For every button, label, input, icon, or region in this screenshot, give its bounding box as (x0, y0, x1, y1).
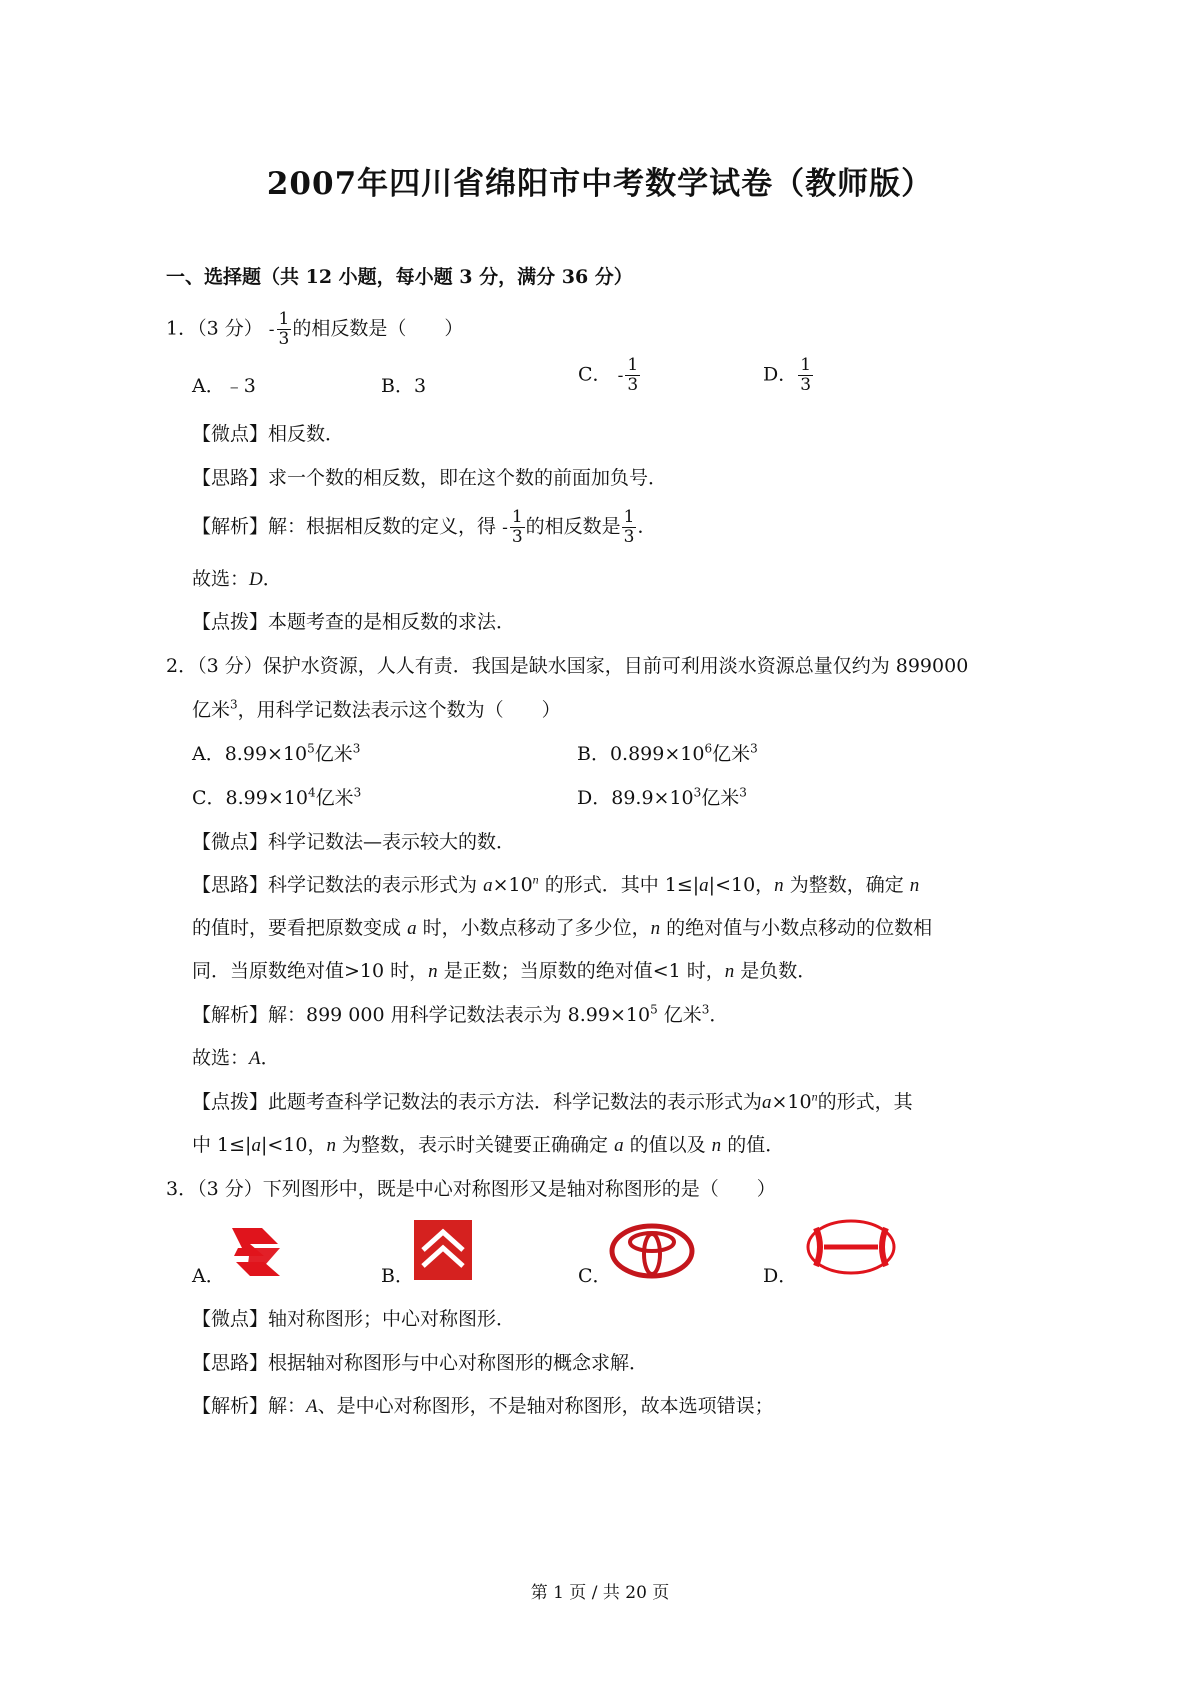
q2-answer-end: ． (260, 1047, 280, 1069)
q1-silu: 【思路】求一个数的相反数，即在这个数的前面加负号． (192, 467, 668, 489)
q2-silu-line-2 (192, 914, 932, 943)
q1-option-b: B．3 (381, 375, 427, 397)
q2-silu2-c: 的绝对值与小数点移动的位数相 (666, 917, 933, 939)
q1-answer (192, 565, 282, 594)
q2-option-a-exp: 5 (307, 741, 315, 756)
q1-option-a: A．﹣3 (192, 375, 256, 397)
q3-jiexi-a: 【解析】解： (192, 1395, 307, 1417)
q2-silu3-b: 是正数；当原数的绝对值<1 时， (443, 960, 725, 982)
q2-silu3-c: 是负数． (740, 960, 817, 982)
q2-silu3-var-n2: n (724, 961, 735, 982)
q1-option-d (763, 356, 814, 395)
q1-answer-prefix: 故选： (192, 568, 250, 590)
q2-line2-sup: 3 (230, 697, 238, 712)
q2-silu1-b: ×10 (492, 874, 533, 896)
q2-answer-letter: A (249, 1048, 261, 1069)
q1-jiexi-neg: - (502, 517, 508, 538)
q2-silu1-var-a: a (483, 875, 493, 896)
q2-silu-line-1 (192, 871, 919, 900)
q2-option-b-unit: 亿米 (712, 743, 751, 765)
q2-silu3-a: 同．当原数绝对值>10 时， (192, 960, 429, 982)
q2-option-c (192, 784, 361, 812)
q2-jiexi-exp: 5 (650, 1002, 658, 1017)
q2-dianbo1-c: 的形式，其 (817, 1091, 913, 1113)
q2-dianbo-line-1 (192, 1088, 913, 1117)
section-heading: 一、选择题（共 12 小题，每小题 3 分，满分 36 分） (166, 266, 633, 288)
q2-dianbo2-var-a2: a (614, 1135, 624, 1156)
q2-silu2-var-n: n (650, 918, 661, 939)
q2-jiexi-unit: 亿米 (663, 1004, 702, 1026)
toyota-logo-icon (608, 1222, 696, 1280)
q1-option-d-fraction (798, 356, 813, 395)
q3-jiexi-var: A (306, 1396, 318, 1417)
q3-option-d-label: D． (763, 1265, 798, 1287)
q2-silu1-var-a2: a (699, 875, 709, 896)
q2-answer-prefix: 故选： (192, 1047, 250, 1069)
q2-dianbo1-exp: n (811, 1089, 818, 1104)
page-footer: 第 1 页 / 共 20 页 (530, 1583, 670, 1603)
q1-jiexi-den2: 3 (623, 527, 635, 547)
q1-option-c-num: 1 (627, 355, 639, 375)
q2-option-c-exp: 4 (307, 785, 316, 800)
q2-option-a-unit-exp: 3 (352, 741, 361, 756)
q1-frac-num: 1 (278, 309, 290, 329)
q2-silu1-exp: n (532, 872, 539, 887)
q2-dianbo2-b: |<10， (260, 1134, 327, 1156)
q2-dianbo2-d: 的值以及 (629, 1134, 706, 1156)
q1-jiexi-num1: 1 (511, 507, 523, 527)
q2-option-d-exp: 3 (693, 785, 702, 800)
q1-option-c-neg: - (617, 365, 624, 386)
q2-jiexi-unit-exp: 3 (701, 1002, 710, 1017)
q2-answer (192, 1044, 280, 1073)
q3-stem: 3．（3 分）下列图形中，既是中心对称图形又是轴对称图形的是（ ） (166, 1178, 776, 1200)
q2-silu3-var-n: n (428, 961, 438, 982)
q1-option-d-den: 3 (800, 375, 812, 395)
suzuki-logo-icon (226, 1222, 288, 1282)
q2-dianbo2-var-n2: n (711, 1135, 722, 1156)
q1-jiexi-num2: 1 (623, 507, 635, 527)
q1-answer-letter: D (249, 569, 263, 590)
q3-silu: 【思路】根据轴对称图形与中心对称图形的概念求解． (192, 1352, 649, 1374)
q3-jiexi (192, 1392, 774, 1421)
q1-weidian: 【微点】相反数． (192, 423, 345, 445)
q2-silu-line-3 (192, 957, 816, 986)
q2-silu1-c: 的形式．其中 1≤| (544, 874, 700, 896)
q2-weidian: 【微点】科学记数法—表示较大的数． (192, 831, 516, 853)
q2-silu1-e: 为整数，确定 (789, 874, 904, 896)
q1-jiexi (192, 508, 657, 547)
q1-jiexi-fraction-2 (622, 508, 637, 547)
q2-line2-unit: 亿米 (192, 699, 231, 721)
q2-option-d-unit-exp: 3 (739, 785, 747, 800)
q2-option-b-unit-exp: 3 (750, 741, 758, 756)
q2-dianbo2-var-a: a (251, 1135, 261, 1156)
q2-option-c-text: C．8.99×10 (192, 787, 308, 809)
q3-weidian: 【微点】轴对称图形；中心对称图形． (192, 1308, 516, 1330)
q2-silu1-var-n2: n (909, 875, 920, 896)
q2-line-1: 2．（3 分）保护水资源，人人有责．我国是缺水国家，目前可利用淡水资源总量仅约为 899000 (166, 655, 969, 677)
q2-jiexi-end: ． (709, 1004, 729, 1026)
q2-dianbo2-a: 中 1≤| (192, 1134, 252, 1156)
q2-dianbo2-c: 为整数，表示时关键要正确确定 (342, 1134, 609, 1156)
q2-silu2-a: 的值时，要看把原数变成 (192, 917, 402, 939)
q1-jiexi-fraction-1 (510, 508, 525, 547)
q3-option-a-label: A． (192, 1265, 225, 1287)
q2-option-d-text: D．89.9×10 (577, 787, 694, 809)
q2-option-b-exp: 6 (704, 741, 713, 756)
q2-option-d (577, 784, 747, 812)
q2-option-b (577, 740, 758, 768)
q1-option-c (578, 356, 641, 395)
q1-option-c-fraction (625, 356, 640, 395)
q2-dianbo1-var-a: a (762, 1092, 772, 1113)
q3-option-b-label: B． (381, 1265, 414, 1287)
q1-stem (166, 310, 463, 349)
q1-neg-sign: - (268, 319, 275, 340)
q2-dianbo1-a: 【点拨】此题考查科学记数法的表示方法．科学记数法的表示形式为 (192, 1091, 763, 1113)
q1-jiexi-den1: 3 (511, 527, 523, 547)
q1-stem-suffix: 的相反数是（ ） (292, 317, 464, 340)
q2-silu1-var-n: n (774, 875, 784, 896)
q2-option-a-text: A．8.99×10 (192, 743, 308, 765)
q3-jiexi-b: 、是中心对称图形，不是轴对称图形，故本选项错误； (317, 1395, 774, 1417)
q2-dianbo2-var-n: n (326, 1135, 336, 1156)
q2-option-c-unit-exp: 3 (353, 785, 362, 800)
q1-fraction (277, 310, 292, 349)
q2-line-2 (192, 696, 561, 724)
q1-jiexi-mid: 的相反数是 (525, 515, 621, 538)
q2-option-b-text: B．0.899×10 (577, 743, 705, 765)
q2-line2-rest: ，用科学记数法表示这个数为（ ） (237, 699, 561, 721)
q2-dianbo1-b: ×10 (771, 1091, 812, 1113)
q2-jiexi-a: 【解析】解：899 000 用科学记数法表示为 8.99×10 (192, 1004, 651, 1026)
q2-jiexi (192, 1001, 728, 1029)
q2-dianbo-line-2 (192, 1131, 784, 1160)
q2-silu2-b: 时，小数点移动了多少位， (422, 917, 651, 939)
q2-option-a-unit: 亿米 (314, 743, 353, 765)
q2-silu1-d: |<10， (708, 874, 775, 896)
q2-silu2-var-a: a (407, 918, 417, 939)
page-title: 2007年四川省绵阳市中考数学试卷（教师版） (266, 166, 934, 202)
q2-option-c-unit: 亿米 (315, 787, 354, 809)
q2-option-a (192, 740, 360, 768)
citroen-logo-icon (414, 1220, 472, 1280)
q1-option-c-label: C． (578, 363, 612, 386)
q2-silu1-a: 【思路】科学记数法的表示形式为 (192, 874, 478, 896)
q1-jiexi-end: ． (637, 515, 657, 538)
q1-jiexi-prefix: 【解析】解：根据相反数的定义，得 (192, 515, 497, 538)
q2-dianbo2-e: 的值． (727, 1134, 785, 1156)
q1-option-d-num: 1 (800, 355, 812, 375)
q1-stem-prefix: 1．（3 分） (166, 317, 263, 340)
q2-option-d-unit: 亿米 (701, 787, 740, 809)
q1-option-c-den: 3 (627, 375, 639, 395)
hino-logo-icon (804, 1216, 898, 1278)
q1-dianbo: 【点拨】本题考查的是相反数的求法． (192, 611, 516, 633)
q3-option-c-label: C． (578, 1265, 612, 1287)
q1-frac-den: 3 (278, 329, 290, 349)
q1-answer-end: ． (262, 568, 282, 590)
q1-option-d-label: D． (763, 363, 798, 386)
